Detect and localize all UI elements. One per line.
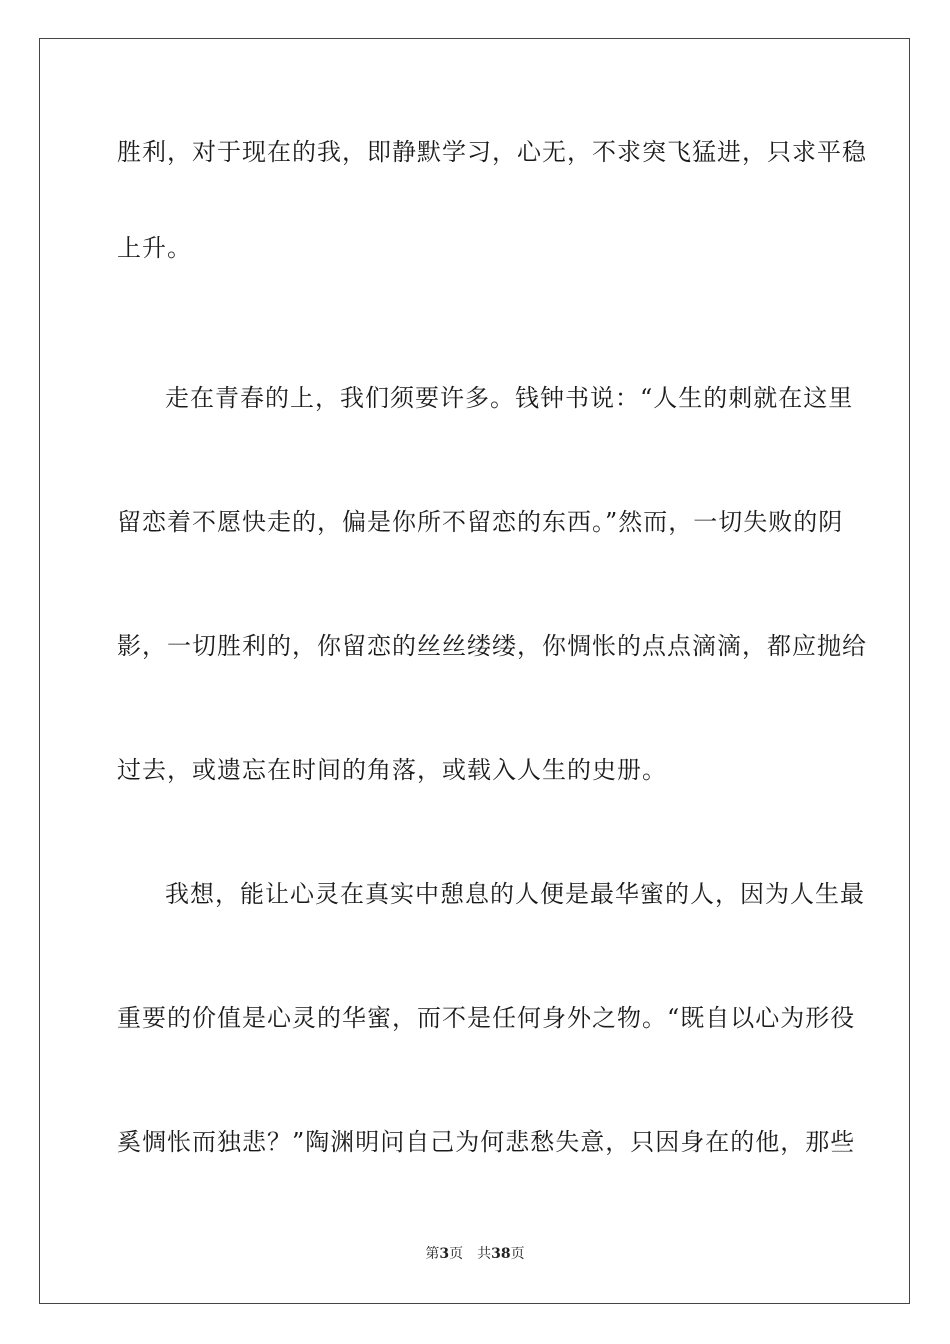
text-line-8: 重要的价值是心灵的华蜜，而不是任何身外之物。“既自以心为形役	[117, 1004, 856, 1032]
total-pages: 38	[491, 1246, 511, 1262]
text-line-7: 我想，能让心灵在真实中憩息的人便是最华蜜的人，因为人生最	[165, 880, 865, 908]
total-suffix: 页	[510, 1246, 525, 1262]
page-number: 3	[439, 1246, 450, 1262]
page-footer	[0, 1245, 950, 1263]
page-border	[39, 38, 910, 1304]
page-prefix: 第	[425, 1246, 440, 1262]
page-suffix: 页	[449, 1246, 464, 1262]
text-line-4: 留恋着不愿快走的，偏是你所不留恋的东西。”然而，一切失败的阴	[117, 508, 844, 536]
text-line-2: 上升。	[117, 234, 192, 262]
text-line-6: 过去，或遗忘在时间的角落，或载入人生的史册。	[117, 756, 667, 784]
text-line-3: 走在青春的上，我们须要许多。钱钟书说：“人生的刺就在这里	[165, 384, 854, 412]
total-prefix: 共	[477, 1246, 492, 1262]
text-line-9: 奚惆怅而独悲？”陶渊明问自己为何悲愁失意，只因身在的他，那些	[117, 1128, 856, 1156]
text-line-1: 胜利，对于现在的我，即静默学习，心无，不求突飞猛进，只求平稳	[117, 138, 867, 166]
text-line-5: 影，一切胜利的，你留恋的丝丝缕缕，你惆怅的点点滴滴，都应抛给	[117, 632, 867, 660]
